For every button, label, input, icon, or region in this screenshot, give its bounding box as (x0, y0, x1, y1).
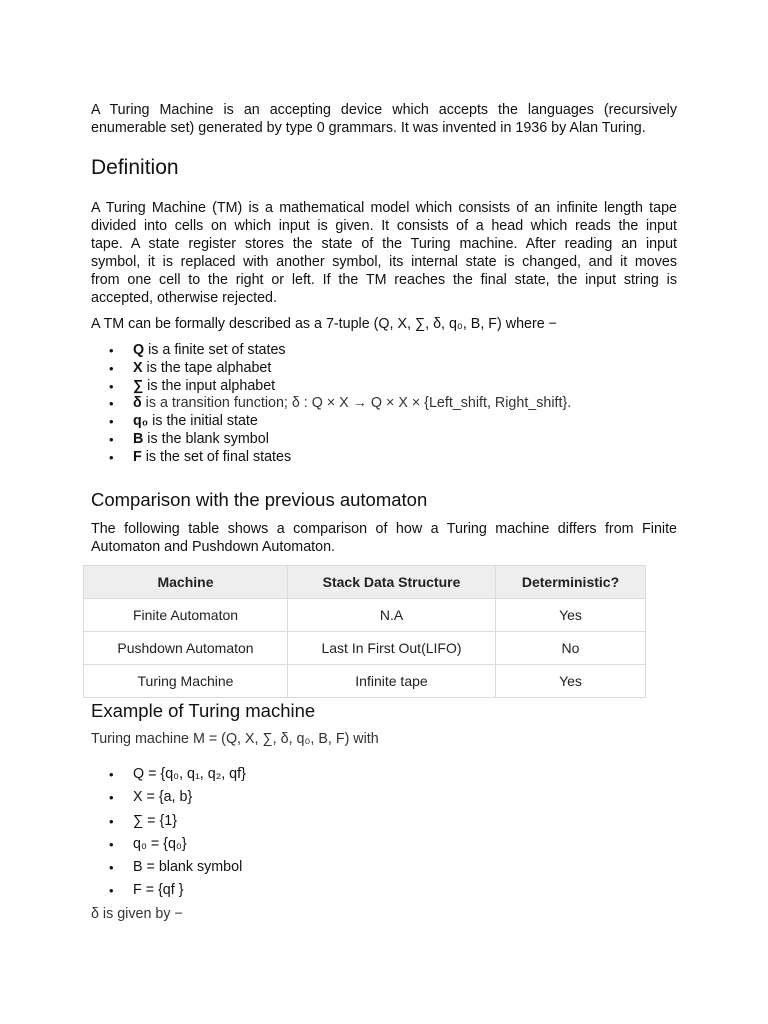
intro-paragraph (91, 101, 677, 137)
intro-line-1: A Turing Machine is an accepting device which accepts the languages (recursively (91, 102, 677, 118)
list-item: • F = {qf } (91, 879, 677, 902)
table-row (84, 599, 646, 632)
comparison-paragraph (91, 520, 677, 556)
list-item (91, 413, 677, 431)
table-cell: No (496, 632, 646, 665)
definition-paragraph (91, 199, 677, 307)
delta-intro: δ is given by − (91, 906, 183, 922)
term: X (133, 359, 143, 376)
definition-line: symbol, it is replaced with another symbol, its internal state is changed, and it moves (91, 254, 677, 270)
comparison-line-1: The following table shows a comparison of how a Turing machine differs from Finite (91, 521, 677, 537)
table-cell: Yes (496, 665, 646, 698)
list-item (91, 342, 677, 360)
term-desc: is the blank symbol (143, 430, 269, 447)
term: Q (133, 342, 145, 358)
definition-line: accepted, otherwise rejected. (91, 290, 277, 306)
column-header: Deterministic? (496, 566, 646, 599)
list-item: • ∑ = {1} (91, 810, 677, 833)
list-item (91, 378, 677, 396)
term: δ (133, 395, 142, 412)
table-cell: N.A (288, 599, 496, 632)
list-item: • B = blank symbol (91, 856, 677, 879)
example-heading: Example of Turing machine (91, 700, 316, 721)
term: F (133, 448, 142, 465)
table-cell: Yes (496, 599, 646, 632)
tuple-list (91, 342, 677, 467)
table-cell: Infinite tape (288, 665, 496, 698)
term: q₀ (133, 413, 149, 430)
term-desc: is the initial state (148, 413, 258, 430)
table-cell: Finite Automaton (84, 599, 288, 632)
definition-line: A Turing Machine (TM) is a mathematical model which consists of an infinite length tape (91, 200, 677, 216)
term: ∑ (133, 377, 144, 394)
list-item (91, 431, 677, 449)
definition-line: from one cell to the right or left. If the TM reaches the final state, the input string is (91, 272, 677, 288)
example-list (91, 763, 677, 903)
definition-line: divided into cells on which input is given. It consists of a head which reads the input (91, 218, 677, 234)
intro-line-2: enumerable set) generated by type 0 grammars. It was invented in 1936 by Alan Turing. (91, 120, 646, 136)
definition-heading: Definition (91, 156, 179, 179)
comparison-table (83, 565, 646, 698)
list-item: • X = {a, b} (91, 786, 677, 809)
list-item: • Q = {q₀, q₁, q₂, qf} (91, 763, 677, 786)
column-header: Machine (84, 566, 288, 599)
table-header-row (84, 566, 646, 599)
table-cell: Last In First Out(LIFO) (288, 632, 496, 665)
table-cell: Turing Machine (84, 665, 288, 698)
column-header: Stack Data Structure (288, 566, 496, 599)
table-cell: Pushdown Automaton (84, 632, 288, 665)
term: B (133, 430, 144, 447)
definition-line: tape. A state register stores the state of the Turing machine. After reading an input (91, 236, 677, 252)
term-desc: is the tape alphabet (142, 359, 272, 376)
comparison-line-2: Automaton and Pushdown Automaton. (91, 539, 336, 555)
list-item (91, 360, 677, 378)
table-row (84, 665, 646, 698)
list-item (91, 395, 677, 413)
term-desc: is a transition function; δ : Q × X → Q × X × {Left_shift, Right_shift}. (141, 395, 572, 412)
term-desc: is a finite set of states (144, 342, 286, 358)
comparison-heading: Comparison with the previous automaton (91, 489, 428, 510)
term-desc: is the input alphabet (143, 377, 276, 394)
tuple-intro: A TM can be formally described as a 7-tuple (Q, X, ∑, δ, q₀, B, F) where − (91, 316, 558, 332)
list-item (91, 449, 677, 467)
term-desc: is the set of final states (141, 448, 292, 465)
list-item: • q₀ = {q₀} (91, 833, 677, 856)
table-row (84, 632, 646, 665)
example-intro: Turing machine M = (Q, X, ∑, δ, q₀, B, F) with (91, 731, 379, 747)
